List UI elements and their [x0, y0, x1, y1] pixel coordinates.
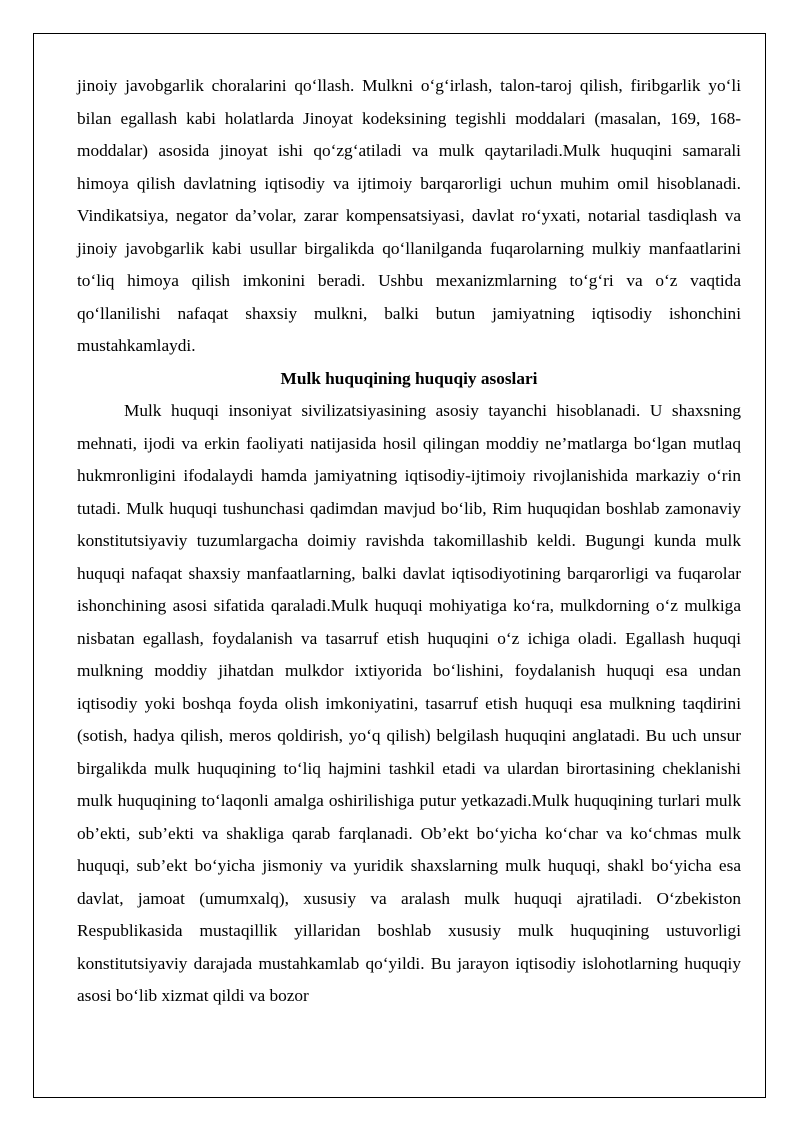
- body-paragraph: jinoiy javobgarlik choralarini qo‘llash. Mulkni o‘g‘irlash, talon-taroj qilish, firibgarlik yo‘li bilan egallash kabi holatlarda Jinoyat kodeksining tegishli moddalari (masalan, 169, 168-moddalar) asosida jinoyat ishi qo‘zg‘atiladi va mulk qaytariladi.Mulk huquqini samarali himoya qilish davlatning iqtisodiy va ijtimoiy barqarorligi uchun muhim omil hisoblanadi. Vindikatsiya, negator da’volar, zarar kompensatsiyasi, davlat ro‘yxati, notarial tasdiqlash va jinoiy javobgarlik kabi usullar birgalikda qo‘llanilganda fuqarolarning mulkiy manfaatlarini to‘liq himoya qilish imkonini beradi. Ushbu mexanizmlarning to‘g‘ri va o‘z vaqtida qo‘llanilishi nafaqat shaxsiy mulkni, balki butun jamiyatning iqtisodiy ishonchini mustahkamlaydi.: [77, 76, 741, 355]
- document-body: [77, 70, 741, 1013]
- body-paragraph: Mulk huquqi insoniyat sivilizatsiyasining asosiy tayanchi hisoblanadi. U shaxsning mehnati, ijodi va erkin faoliyati natijasida hosil qilingan moddiy ne’matlarga bo‘lgan mutlaq hukmronligini ifodalaydi hamda jamiyatning iqtisodiy-ijtimoiy rivojlanishida markaziy o‘rin tutadi. Mulk huquqi tushunchasi qadimdan mavjud bo‘lib, Rim huquqidan boshlab zamonaviy konstitutsiyaviy tuzumlargacha doimiy ravishda takomillashib keldi. Bugungi kunda mulk huquqi nafaqat shaxsiy manfaatlarning, balki davlat iqtisodiyotining barqarorligi va fuqarolar ishonchining asosi sifatida qaraladi.Mulk huquqi mohiyatiga ko‘ra, mulkdorning o‘z mulkiga nisbatan egallash, foydalanish va tasarruf etish huquqini o‘z ichiga oladi. Egallash huquqi mulkning moddiy jihatdan mulkdor ixtiyorida bo‘lishini, foydalanish huquqi esa undan iqtisodiy yoki boshqa foyda olish imkoniyatini, tasarruf etish huquqi esa mulkning taqdirini (sotish, hadya qilish, meros qoldirish, yo‘q qilish) belgilash huquqini anglatadi. Bu uch unsur birgalikda mulk huquqining to‘liq hajmini tashkil etadi va ulardan birortasining cheklanishi mulk huquqining to‘laqonli amalga oshirilishiga putur yetkazadi.Mulk huquqining turlari mulk ob’ekti, sub’ekti va shakliga qarab farqlanadi. Ob’ekt bo‘yicha ko‘char va ko‘chmas mulk huquqi, sub’ekt bo‘yicha jismoniy va yuridik shaxslarning mulk huquqi, shakl bo‘yicha esa davlat, jamoat (umumxalq), xususiy va aralash mulk huquqi ajratiladi. O‘zbekiston Respublikasida mustaqillik yillaridan boshlab xususiy mulk huquqining ustuvorligi konstitutsiyaviy darajada mustahkamlab qo‘yildi. Bu jarayon iqtisodiy islohotlarning huquqiy asosi bo‘lib xizmat qildi va bozor: [77, 401, 741, 1005]
- section-heading: Mulk huquqining huquqiy asoslari: [280, 368, 538, 388]
